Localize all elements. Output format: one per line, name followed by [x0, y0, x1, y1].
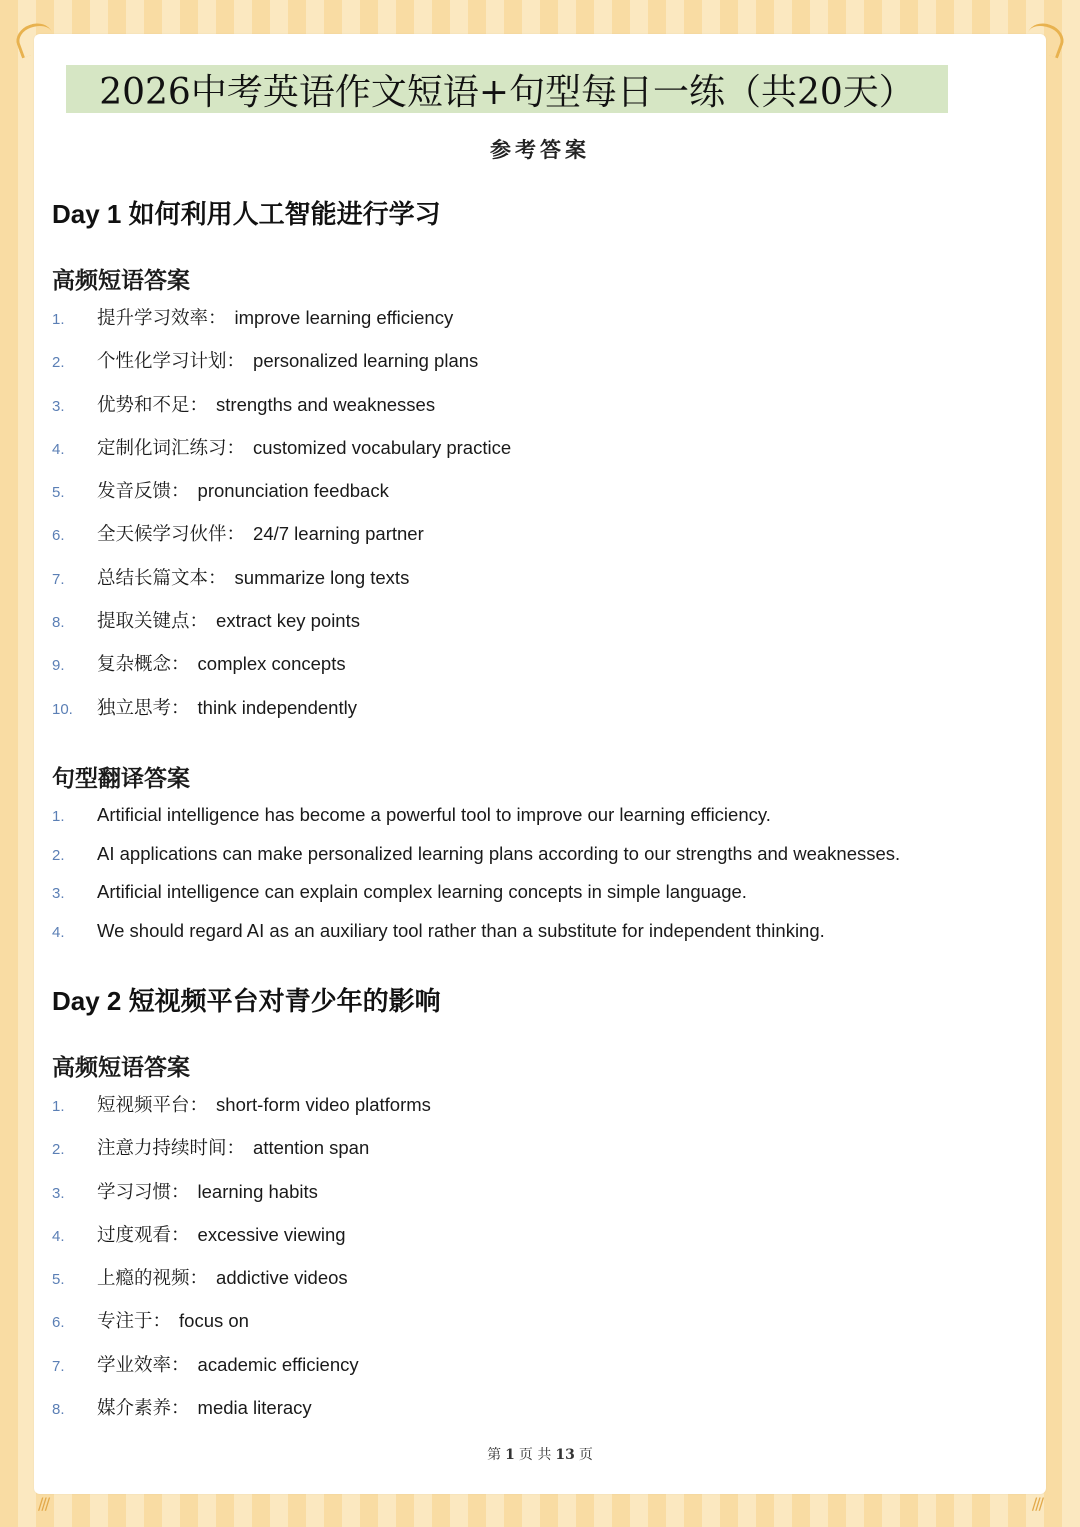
chinese-term: 优势和不足: [97, 393, 190, 415]
separator: ：: [226, 1137, 246, 1159]
chinese-term: 媒介素养: [97, 1397, 172, 1419]
english-phrase: summarize long texts: [234, 566, 410, 588]
english-phrase: complex concepts: [197, 653, 346, 675]
day-1-sentence-list: [52, 804, 900, 958]
footer-mid: 页 共: [518, 1447, 552, 1463]
sentence-text: We should regard AI as an auxiliary tool rather than a substitute for independent thinking.: [97, 919, 825, 941]
footer-prefix: 第: [487, 1447, 502, 1463]
list-item: [52, 1394, 431, 1437]
item-number: 4.: [52, 923, 65, 941]
list-item: [52, 434, 511, 477]
separator: ：: [226, 350, 246, 372]
english-phrase: short-form video platforms: [216, 1094, 431, 1115]
chinese-term: 学习习惯: [97, 1180, 172, 1202]
separator: ：: [171, 653, 190, 675]
item-number: 4.: [52, 1227, 65, 1245]
document-subtitle: 参考答案: [490, 137, 590, 162]
english-phrase: improve learning efficiency: [234, 307, 454, 328]
item-number: 6.: [52, 527, 65, 545]
list-item: [52, 1091, 431, 1134]
slash-decoration-left: ///: [38, 1494, 49, 1513]
list-item: [52, 391, 511, 434]
item-number: 8.: [52, 1401, 65, 1419]
list-item: [52, 520, 511, 563]
chinese-term: 全天候学习伙伴: [97, 523, 227, 545]
separator: ：: [171, 1353, 190, 1375]
chinese-term: 专注于: [97, 1310, 153, 1332]
list-item: [52, 564, 511, 607]
english-phrase: extract key points: [216, 610, 360, 632]
item-number: 8.: [52, 614, 65, 632]
english-phrase: excessive viewing: [197, 1223, 346, 1245]
item-number: 7.: [52, 570, 65, 588]
page-paper: [34, 34, 1046, 1494]
list-item: [52, 477, 511, 520]
chinese-term: 短视频平台: [97, 1094, 190, 1115]
item-number: 10.: [52, 700, 73, 718]
english-phrase: learning habits: [197, 1180, 318, 1202]
footer-page-number: 1: [505, 1447, 515, 1463]
chinese-term: 上瘾的视频: [97, 1267, 190, 1289]
day-1-phrase-list: [52, 304, 511, 737]
list-item: [52, 920, 900, 959]
item-number: 1.: [52, 311, 65, 328]
chinese-term: 注意力持续时间: [97, 1137, 227, 1159]
list-item: [52, 607, 511, 650]
item-number: 3.: [52, 885, 65, 902]
english-phrase: 24/7 learning partner: [253, 523, 424, 545]
chinese-term: 复杂概念: [97, 653, 172, 675]
day-1-sentences-heading: 句型翻译答案: [52, 765, 190, 791]
item-number: 5.: [52, 484, 65, 502]
separator: ：: [171, 1223, 190, 1245]
chinese-term: 发音反馈: [97, 480, 172, 502]
separator: ：: [226, 436, 246, 458]
chinese-term: 定制化词汇练习: [97, 436, 227, 458]
chinese-term: 独立思考: [97, 696, 172, 718]
english-phrase: pronunciation feedback: [197, 480, 389, 502]
english-phrase: focus on: [179, 1310, 249, 1332]
chinese-term: 提升学习效率: [97, 307, 209, 328]
chinese-term: 总结长篇文本: [97, 566, 209, 588]
english-phrase: academic efficiency: [197, 1353, 359, 1375]
english-phrase: strengths and weaknesses: [216, 393, 436, 415]
list-item: [52, 881, 900, 920]
item-number: 2.: [52, 354, 65, 372]
separator: ：: [171, 1397, 190, 1419]
separator: ：: [189, 1094, 209, 1115]
separator: ：: [189, 1267, 209, 1289]
separator: ：: [171, 696, 190, 718]
separator: ：: [152, 1310, 172, 1332]
footer-total-pages: 13: [555, 1447, 575, 1463]
item-number: 4.: [52, 440, 65, 458]
separator: ：: [208, 566, 227, 588]
english-phrase: attention span: [253, 1137, 370, 1159]
page-footer: [34, 1444, 1046, 1464]
list-item: [52, 843, 900, 882]
list-item: [52, 1351, 431, 1394]
item-number: 6.: [52, 1314, 65, 1332]
item-number: 9.: [52, 657, 65, 675]
chinese-term: 学业效率: [97, 1353, 172, 1375]
separator: ：: [171, 480, 190, 502]
day-1-phrases-heading: 高频短语答案: [52, 267, 190, 293]
english-phrase: customized vocabulary practice: [253, 436, 512, 458]
footer-suffix: 页: [578, 1447, 593, 1463]
chinese-term: 过度观看: [97, 1223, 172, 1245]
separator: ：: [226, 523, 246, 545]
chinese-term: 个性化学习计划: [97, 350, 227, 372]
item-number: 2.: [52, 1141, 65, 1159]
list-item: [52, 1134, 431, 1177]
item-number: 3.: [52, 397, 65, 415]
title-banner: [66, 65, 948, 113]
item-number: 1.: [52, 1098, 65, 1115]
item-number: 7.: [52, 1357, 65, 1375]
document-title: 2026中考英语作文短语+句型每日一练（共20天）: [99, 71, 915, 113]
item-number: 2.: [52, 846, 65, 864]
sentence-text: AI applications can make personalized learning plans according to our strengths and weaknesses.: [97, 842, 901, 864]
list-item: [52, 1264, 431, 1307]
item-number: 1.: [52, 808, 65, 825]
day-2-title: Day 2 短视频平台对青少年的影响: [52, 986, 441, 1016]
item-number: 3.: [52, 1184, 65, 1202]
english-phrase: media literacy: [197, 1397, 312, 1419]
sentence-text: Artificial intelligence can explain complex learning concepts in simple language.: [97, 881, 747, 902]
slash-decoration-right: ///: [1031, 1494, 1042, 1513]
day-2-phrase-list: [52, 1091, 431, 1437]
list-item: [52, 1307, 431, 1350]
list-item: [52, 347, 511, 390]
list-item: [52, 1221, 431, 1264]
chinese-term: 提取关键点: [97, 610, 190, 632]
day-2-phrases-heading: 高频短语答案: [52, 1054, 190, 1080]
english-phrase: personalized learning plans: [253, 350, 479, 372]
separator: ：: [171, 1180, 190, 1202]
separator: ：: [189, 393, 209, 415]
list-item: [52, 694, 511, 737]
list-item: [52, 804, 900, 843]
sentence-text: Artificial intelligence has become a powerful tool to improve our learning efficiency.: [97, 804, 771, 825]
day-1-title: Day 1 如何利用人工智能进行学习: [52, 199, 441, 229]
english-phrase: addictive videos: [216, 1267, 348, 1289]
separator: ：: [189, 610, 209, 632]
item-number: 5.: [52, 1271, 65, 1289]
list-item: [52, 304, 511, 347]
english-phrase: think independently: [197, 696, 357, 718]
list-item: [52, 1178, 431, 1221]
separator: ：: [208, 307, 227, 328]
list-item: [52, 650, 511, 693]
